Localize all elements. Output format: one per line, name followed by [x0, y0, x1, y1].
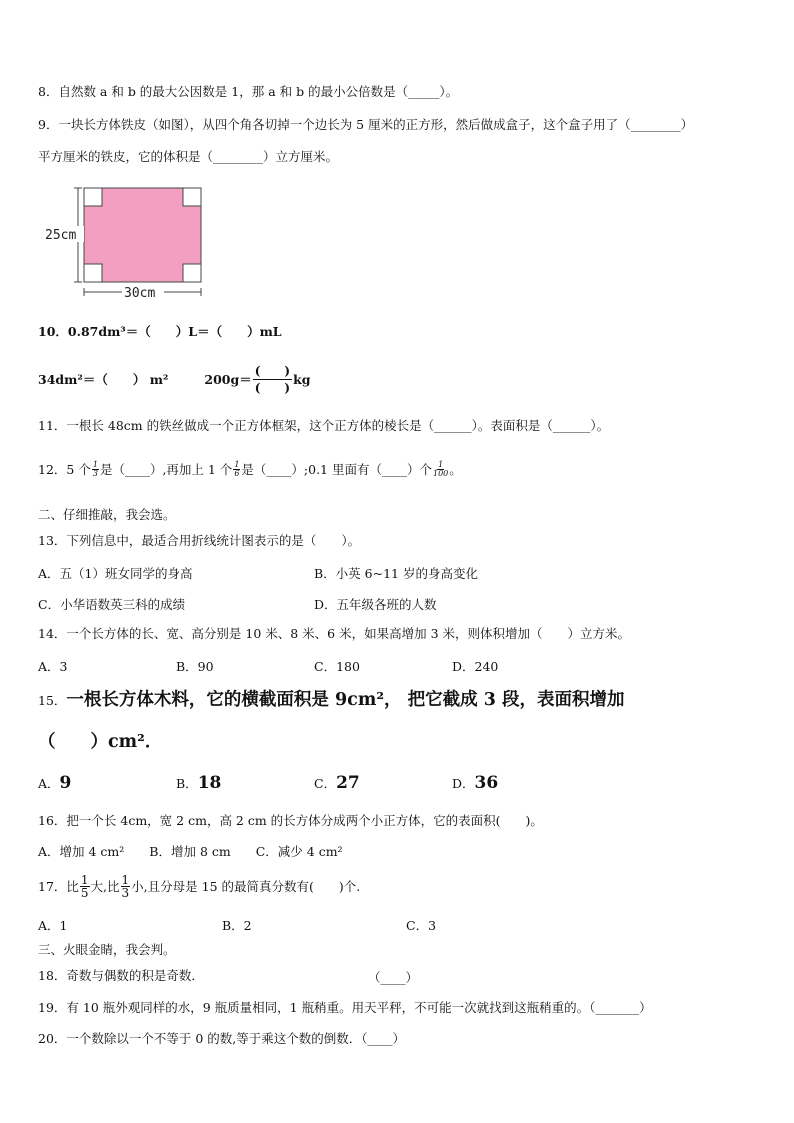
q10-part-b: 200g＝	[204, 372, 252, 387]
width-label: 30cm	[124, 286, 156, 301]
q17-option-b: B．2	[222, 918, 252, 933]
section-2-heading: 二、仔细推敲，我会选。	[38, 507, 176, 522]
question-20: 20．一个数除以一个不等于 0 的数,等于乘这个数的倒数．（____）	[38, 1031, 406, 1046]
q10-part-a: 34dm²＝（ ） m²	[38, 372, 169, 387]
q13-option-b: B．小英 6~11 岁的身高变化	[314, 566, 478, 581]
q10-fraction	[253, 365, 292, 394]
question-15-line-2: （ ）cm²．	[38, 732, 163, 752]
q14-option-b: B．90	[176, 659, 214, 674]
q15-option-d: D．36	[452, 773, 499, 793]
q12-fraction-1: $\frac{1}{3}$	[92, 460, 98, 478]
q12-fraction-2: $\frac{1}{6}$	[234, 460, 240, 478]
question-9-line-2: 平方厘米的铁皮，它的体积是（________）立方厘米。	[38, 149, 339, 164]
question-17: 17．比 $\frac{1}{5}$ 大,比 $\frac{1}{3}$ 小,且分母是 15 的最简真分数有( )个.	[38, 873, 361, 900]
question-18: 18．奇数与偶数的积是奇数．	[38, 968, 204, 983]
q15-option-b: B．18	[176, 773, 222, 793]
q13-option-c: C．小华语数英三科的成绩	[38, 597, 186, 612]
q13-option-d: D．五年级各班的人数	[314, 597, 437, 612]
q13-option-a: A．五（1）班女同学的身高	[38, 566, 193, 581]
question-16: 16．把一个长 4cm，宽 2 cm，高 2 cm 的长方体分成两个小正方体，它的表面积( )。	[38, 813, 543, 828]
q10-unit: kg	[293, 372, 311, 387]
question-10-line-1: 10．0.87dm³＝（ ）L＝（ ）mL	[38, 324, 282, 339]
question-12: 12．5 个 $\frac{1}{3}$ 是（____）,再加上 1 个 $\frac{1}{6}$ 是（____）;0.1 里面有（____）个 $\frac{1}{100}$ 。	[38, 460, 462, 478]
question-9-line-1: 9．一块长方体铁皮（如图），从四个角各切掉一个边长为 5 厘米的正方形，然后做成盒子，这个盒子用了（________）	[38, 117, 694, 132]
corner-square-top-left	[84, 188, 102, 206]
question-10-line-2	[38, 365, 311, 394]
q17-fraction-2: $\frac{1}{3}$	[121, 873, 130, 900]
q17-fraction-1: $\frac{1}{5}$	[80, 873, 89, 900]
q10-fraction-denominator: ( )	[254, 381, 291, 395]
q14-option-d: D．240	[452, 659, 499, 674]
section-3-heading: 三、火眼金睛，我会判。	[38, 942, 176, 957]
sheet-diagram	[40, 180, 220, 305]
q14-option-c: C．180	[314, 659, 360, 674]
question-14: 14．一个长方体的长、宽、高分别是 10 米、8 米、6 米，如果高增加 3 米，则体积增加（ ）立方米。	[38, 626, 631, 641]
q15-option-a: A．9	[38, 773, 72, 793]
height-label: 25cm	[45, 228, 77, 243]
q17-option-a: A．1	[38, 918, 68, 933]
q18-answer-blank: （____）	[368, 970, 419, 985]
corner-square-bottom-left	[84, 264, 102, 282]
question-19: 19．有 10 瓶外观同样的水，9 瓶质量相同，1 瓶稍重。用天平秤，不可能一次就找到这瓶稍重的。（_______）	[38, 1000, 652, 1015]
q15-option-c: C．27	[314, 773, 360, 793]
q12-fraction-3: $\frac{1}{100}$	[432, 460, 449, 478]
corner-square-top-right	[183, 188, 201, 206]
question-13: 13．下列信息中，最适合用折线统计图表示的是（ ）。	[38, 533, 361, 548]
corner-square-bottom-right	[183, 264, 201, 282]
q17-option-c: C．3	[406, 918, 437, 933]
question-15-line-1: 15． 一根长方体木料，它的横截面积是 9cm²， 把它截成 3 段，表面积增加	[38, 690, 625, 710]
q16-options: A．增加 4 cm² B．增加 8 cm C．减少 4 cm²	[38, 844, 343, 859]
question-11: 11．一根长 48cm 的铁丝做成一个正方体框架，这个正方体的棱长是（______）。表面积是（______）。	[38, 418, 610, 433]
q10-fraction-numerator: ( )	[254, 364, 291, 378]
question-8: 8．自然数 a 和 b 的最大公因数是 1，那 a 和 b 的最小公倍数是（_____）。	[38, 84, 459, 99]
q14-option-a: A．3	[38, 659, 68, 674]
